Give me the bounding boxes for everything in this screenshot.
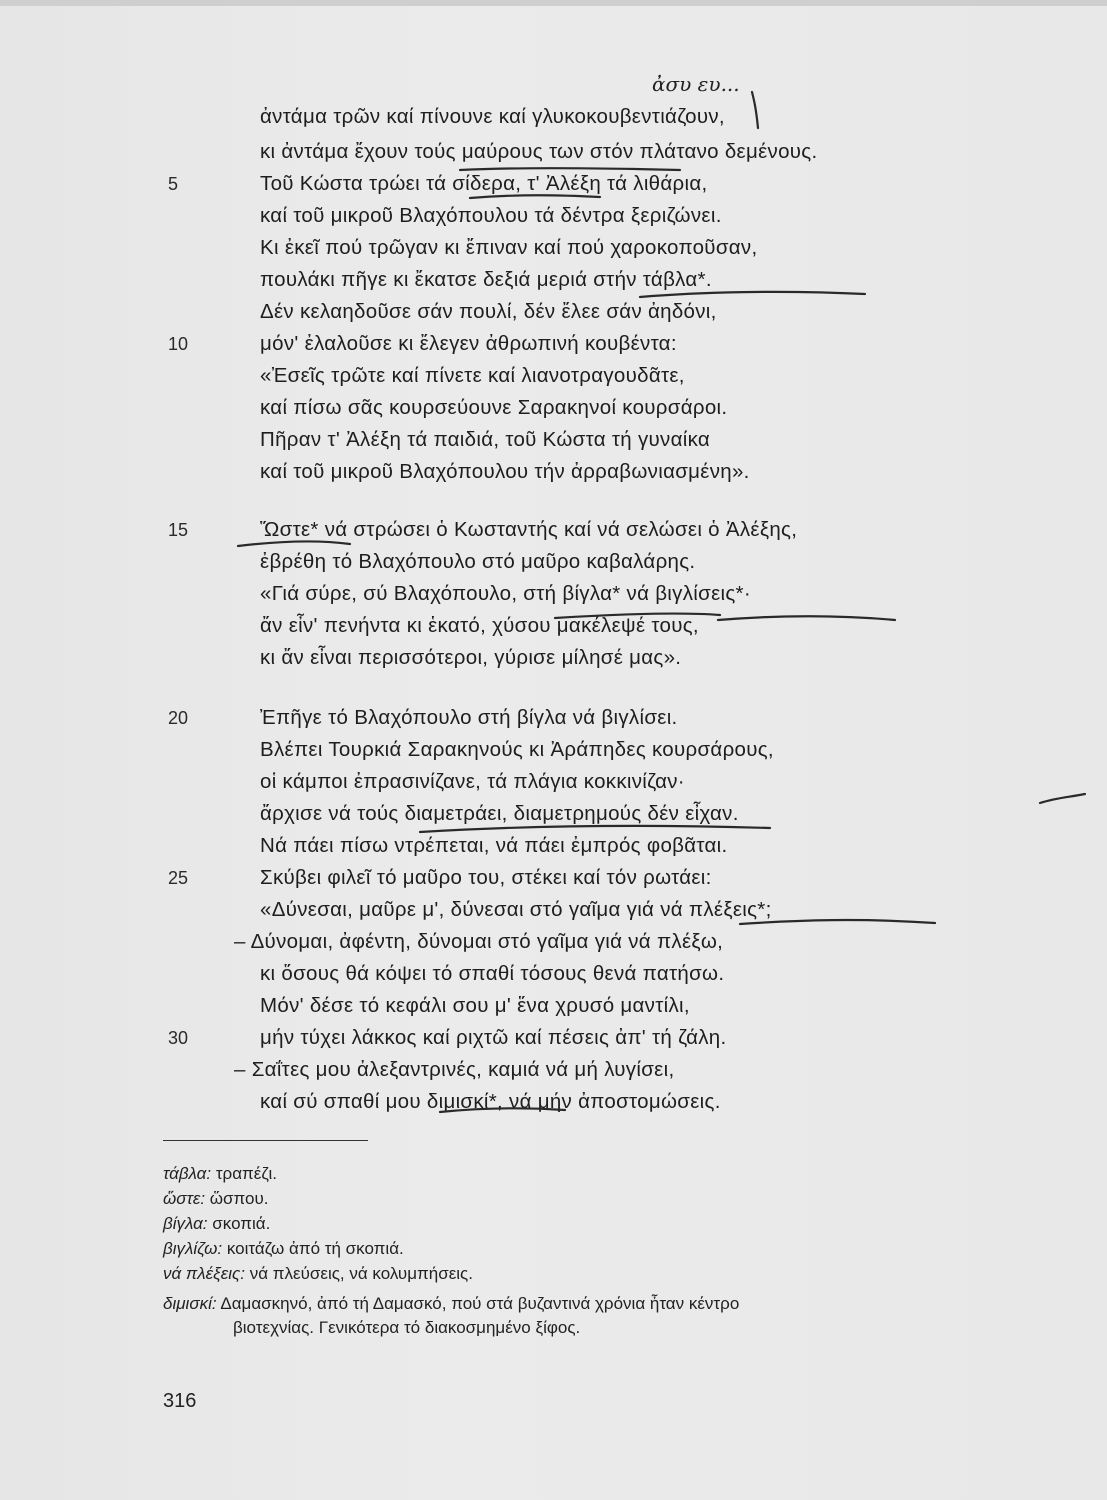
pen-underline-4	[238, 542, 350, 546]
footnote-definition: σκοπιά.	[212, 1214, 271, 1233]
verse-line: Νά πάει πίσω ντρέπεται, νά πάει ἐμπρός φοβᾶται.	[260, 834, 728, 857]
verse-line: ἄρχισε νά τούς διαμετράει, διαμετρημούς δέν εἶχαν.	[260, 802, 739, 825]
line-number: 10	[168, 334, 189, 354]
verse-line: Σκύβει φιλεῖ τό μαῦρο του, στέκει καί τόν ρωτάει:	[260, 866, 712, 889]
verse-line: Κι ἐκεῖ πού τρῶγαν κι ἔπιναν καί πού χαροκοποῦσαν,	[260, 236, 758, 259]
verse-line: οἱ κάμποι ἐπρασινίζανε, τά πλάγια κοκκινίζαν·	[260, 770, 685, 793]
verse-line: μήν τύχει λάκκος καί ριχτῶ καί πέσεις ἀπ' τή ζάλη.	[260, 1026, 727, 1049]
pen-underline-8	[740, 920, 935, 924]
verse-line: κι ἀντάμα ἔχουν τούς μαύρους των στόν πλάτανο δεμένους.	[260, 140, 818, 163]
footnote-term: διμισκί:	[163, 1294, 217, 1313]
verse-line: Μόν' δέσε τό κεφάλι σου μ' ἕνα χρυσό μαντίλι,	[260, 994, 690, 1017]
line-number: 5	[168, 174, 179, 194]
verse-line: «Ἐσεῖς τρῶτε καί πίνετε καί λιανοτραγουδᾶτε,	[260, 364, 685, 387]
verse-line: κι ὅσους θά κόψει τό σπαθί τόσους θενά πατήσω.	[260, 962, 725, 985]
footnote-term: βιγλίζω:	[163, 1239, 223, 1258]
pen-margin-mark	[1040, 794, 1085, 803]
verse-line: καί τοῦ μικροῦ Βλαχόπουλου τά δέντρα ξεριζώνει.	[260, 204, 722, 227]
footnote-term: τάβλα:	[163, 1164, 212, 1183]
footnote-definition: ὥσπου.	[209, 1189, 269, 1208]
pen-underline-9	[440, 1108, 565, 1112]
pen-underline-1	[460, 168, 680, 170]
verse-line: μόν' ἐλαλοῦσε κι ἔλεγεν ἀθρωπινή κουβέντα:	[260, 332, 677, 355]
verse-line: ἄν εἶν' πενήντα κι ἑκατό, χύσου μακέλεψέ τους,	[260, 614, 699, 637]
verse-line: – Σαΐτες μου ἀλεξαντρινές, καμιά νά μή λυγίσει,	[234, 1058, 675, 1081]
pen-underline-6	[718, 616, 895, 620]
line-number: 15	[168, 520, 189, 540]
verse-line: Βλέπει Τουρκιά Σαρακηνούς κι Ἀράπηδες κουρσάρους,	[260, 738, 774, 761]
verse-line: ἀντάμα τρῶν καί πίνουνε καί γλυκοκουβεντιάζουν,	[260, 105, 725, 128]
verse-line: καί σύ σπαθί μου διμισκί*, νά μήν ἀποστομώσεις.	[260, 1090, 721, 1113]
verse-line: πουλάκι πῆγε κι ἔκατσε δεξιά μεριά στήν τάβλα*.	[260, 268, 712, 291]
footnote-term: βίγλα:	[163, 1214, 208, 1233]
verse-line: ἐβρέθη τό Βλαχόπουλο στό μαῦρο καβαλάρης.	[260, 550, 696, 573]
page-number: 316	[163, 1390, 197, 1412]
pen-underline-2	[470, 195, 600, 198]
verse-line: κι ἄν εἶναι περισσότεροι, γύρισε μίλησέ μας».	[260, 646, 682, 669]
verse-line: – Δύνομαι, ἀφέντη, δύνομαι στό γαῖμα γιά νά πλέξω,	[234, 930, 724, 953]
verse-line: Δέν κελαηδοῦσε σάν πουλί, δέν ἔλεε σάν ἀηδόνι,	[260, 300, 717, 323]
pen-mark-top	[752, 92, 758, 128]
line-number: 25	[168, 868, 189, 888]
line-number: 20	[168, 708, 189, 728]
pen-underline-5	[555, 614, 720, 618]
pen-underline-7	[420, 826, 770, 832]
pen-underline-3	[640, 292, 865, 297]
footnote-definition: Δαμασκηνό, ἀπό τή Δαμασκό, πού στά βυζαντινά χρόνια ἦταν κέντρο	[220, 1294, 740, 1313]
footnote-definition: νά πλεύσεις, νά κολυμπήσεις.	[249, 1264, 473, 1283]
verse-line: «Δύνεσαι, μαῦρε μ', δύνεσαι στό γαῖμα γιά νά πλέξεις*;	[260, 898, 772, 921]
footnote-term: ὥστε:	[163, 1189, 206, 1208]
footnote-term: νά πλέξεις:	[163, 1264, 245, 1283]
line-number: 30	[168, 1028, 189, 1048]
verse-line: Τοῦ Κώστα τρώει τά σίδερα, τ' Ἀλέξη τά λιθάρια,	[260, 172, 708, 195]
verse-line: Ἐπῆγε τό Βλαχόπουλο στή βίγλα νά βιγλίσει.	[260, 706, 678, 729]
verse-line: «Γιά σύρε, σύ Βλαχόπουλο, στή βίγλα* νά βιγλίσεις*·	[260, 582, 751, 605]
verse-line: καί πίσω σᾶς κουρσεύουνε Σαρακηνοί κουρσάροι.	[260, 396, 728, 419]
handwritten-annotation: ἀσυ ευ...	[652, 72, 740, 96]
verse-line: καί τοῦ μικροῦ Βλαχόπουλου τήν ἀρραβωνιασμένη».	[260, 460, 750, 483]
verse-line: Ὥστε* νά στρώσει ὁ Κωσταντής καί νά σελώσει ὁ Ἀλέξης,	[260, 518, 798, 541]
footnote-continuation: βιοτεχνίας. Γενικότερα τό διακοσμημένο ξίφος.	[233, 1318, 581, 1337]
verse-line: Πῆραν τ' Ἀλέξη τά παιδιά, τοῦ Κώστα τή γυναίκα	[260, 428, 711, 451]
footnote-definition: κοιτάζω ἀπό τή σκοπιά.	[226, 1239, 404, 1258]
footnote-definition: τραπέζι.	[215, 1164, 278, 1183]
